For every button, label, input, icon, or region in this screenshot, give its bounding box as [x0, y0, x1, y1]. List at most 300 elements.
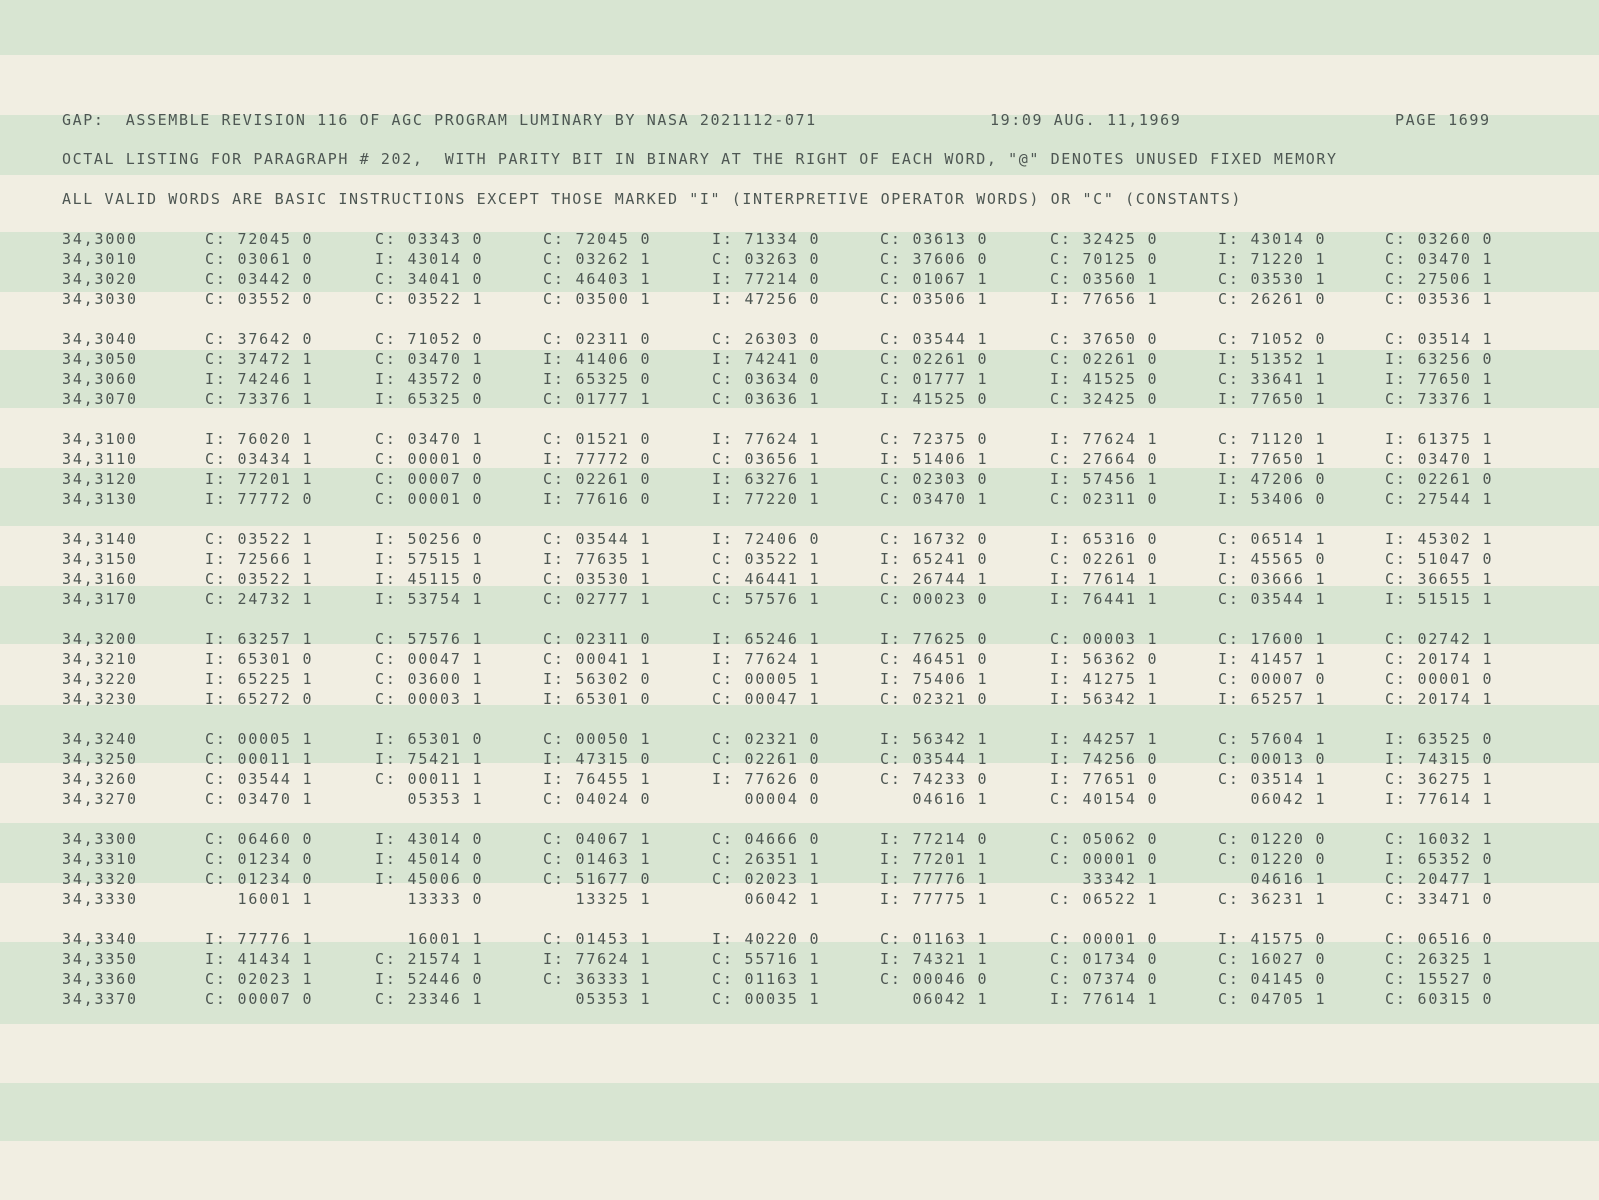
- octal-word: C: 03634 0: [712, 370, 821, 388]
- octal-word: C: 00003 1: [1050, 630, 1159, 648]
- row-address: 34,3130: [62, 490, 138, 508]
- octal-word: C: 01220 0: [1218, 830, 1327, 848]
- octal-word: C: 36275 1: [1385, 770, 1494, 788]
- octal-word: C: 00041 1: [543, 650, 652, 668]
- octal-word: I: 74256 0: [1050, 750, 1159, 768]
- row-address: 34,3120: [62, 470, 138, 488]
- listing-row: [0, 450, 1599, 470]
- listing-row: [0, 730, 1599, 750]
- listing-row: [0, 690, 1599, 710]
- listing-row: [0, 270, 1599, 290]
- listing-row: [0, 550, 1599, 570]
- row-address: 34,3160: [62, 570, 138, 588]
- listing-row: [0, 330, 1599, 350]
- octal-word: I: 65246 1: [712, 630, 821, 648]
- octal-word: C: 71052 0: [375, 330, 484, 348]
- octal-word: I: 65301 0: [375, 730, 484, 748]
- listing-row: [0, 490, 1599, 510]
- octal-word: C: 03552 0: [205, 290, 314, 308]
- octal-word: I: 41575 0: [1218, 930, 1327, 948]
- octal-word: C: 01067 1: [880, 270, 989, 288]
- octal-word: C: 03343 0: [375, 230, 484, 248]
- octal-word: I: 65257 1: [1218, 690, 1327, 708]
- octal-word: C: 26351 1: [712, 850, 821, 868]
- octal-word: C: 37606 0: [880, 250, 989, 268]
- row-address: 34,3310: [62, 850, 138, 868]
- octal-word: C: 46451 0: [880, 650, 989, 668]
- listing-row: [0, 350, 1599, 370]
- octal-word: C: 26325 1: [1385, 950, 1494, 968]
- paper-band: [0, 0, 1599, 55]
- listing-timestamp: 19:09 AUG. 11,1969: [990, 111, 1182, 129]
- octal-word: I: 77614 1: [1050, 570, 1159, 588]
- octal-word: C: 03656 1: [712, 450, 821, 468]
- row-address: 34,3220: [62, 670, 138, 688]
- listing-row: [0, 790, 1599, 810]
- octal-word: C: 00035 1: [712, 990, 821, 1008]
- octal-word: I: 65225 1: [205, 670, 314, 688]
- octal-word: I: 77614 1: [1385, 790, 1494, 808]
- octal-word: C: 01220 0: [1218, 850, 1327, 868]
- octal-word: I: 53406 0: [1218, 490, 1327, 508]
- octal-word: C: 03470 1: [1385, 450, 1494, 468]
- octal-word: I: 77656 1: [1050, 290, 1159, 308]
- octal-word: C: 01453 1: [543, 930, 652, 948]
- octal-word: C: 02261 0: [1050, 550, 1159, 568]
- listing-row: [0, 970, 1599, 990]
- octal-word: I: 43014 0: [375, 250, 484, 268]
- octal-word: C: 03522 1: [375, 290, 484, 308]
- octal-word: I: 57515 1: [375, 550, 484, 568]
- octal-word: C: 24732 1: [205, 590, 314, 608]
- octal-word: C: 03530 1: [1218, 270, 1327, 288]
- octal-word: C: 03536 1: [1385, 290, 1494, 308]
- row-address: 34,3360: [62, 970, 138, 988]
- octal-word: I: 77624 1: [712, 650, 821, 668]
- octal-word: C: 40154 0: [1050, 790, 1159, 808]
- octal-word: I: 77626 0: [712, 770, 821, 788]
- octal-word: C: 37472 1: [205, 350, 314, 368]
- octal-word: I: 41275 1: [1050, 670, 1159, 688]
- octal-word: I: 65301 0: [205, 650, 314, 668]
- octal-word: C: 04666 0: [712, 830, 821, 848]
- octal-word: C: 26744 1: [880, 570, 989, 588]
- listing-group: [0, 730, 1599, 810]
- row-address: 34,3370: [62, 990, 138, 1008]
- row-address: 34,3250: [62, 750, 138, 768]
- octal-word: C: 27506 1: [1385, 270, 1494, 288]
- octal-word: I: 41525 0: [1050, 370, 1159, 388]
- octal-word: 04616 1: [1218, 870, 1327, 888]
- octal-word: C: 02311 0: [1050, 490, 1159, 508]
- octal-word: I: 52446 0: [375, 970, 484, 988]
- row-address: 34,3060: [62, 370, 138, 388]
- row-address: 34,3260: [62, 770, 138, 788]
- row-address: 34,3110: [62, 450, 138, 468]
- octal-word: C: 00001 0: [375, 450, 484, 468]
- row-address: 34,3210: [62, 650, 138, 668]
- octal-word: I: 65325 0: [375, 390, 484, 408]
- octal-word: C: 51047 0: [1385, 550, 1494, 568]
- octal-word: I: 77624 1: [1050, 430, 1159, 448]
- octal-word: C: 26303 0: [712, 330, 821, 348]
- octal-word: I: 77651 0: [1050, 770, 1159, 788]
- listing-row: [0, 770, 1599, 790]
- octal-word: I: 77650 1: [1385, 370, 1494, 388]
- octal-word: C: 02742 1: [1385, 630, 1494, 648]
- octal-word: C: 00001 0: [375, 490, 484, 508]
- listing-group: [0, 430, 1599, 510]
- octal-word: 16001 1: [375, 930, 484, 948]
- octal-word: C: 02023 1: [712, 870, 821, 888]
- octal-word: C: 36655 1: [1385, 570, 1494, 588]
- octal-word: C: 01234 0: [205, 870, 314, 888]
- octal-word: C: 00047 1: [375, 650, 484, 668]
- row-address: 34,3270: [62, 790, 138, 808]
- octal-word: C: 00005 1: [712, 670, 821, 688]
- octal-word: I: 72406 0: [712, 530, 821, 548]
- octal-word: C: 02023 1: [205, 970, 314, 988]
- listing-row: [0, 390, 1599, 410]
- octal-word: 00004 0: [712, 790, 821, 808]
- octal-word: C: 74233 0: [880, 770, 989, 788]
- listing-row: [0, 370, 1599, 390]
- octal-word: C: 02777 1: [543, 590, 652, 608]
- octal-word: I: 77650 1: [1218, 450, 1327, 468]
- octal-word: I: 45115 0: [375, 570, 484, 588]
- octal-word: C: 02261 0: [543, 470, 652, 488]
- octal-word: I: 77650 1: [1218, 390, 1327, 408]
- octal-word: C: 71120 1: [1218, 430, 1327, 448]
- octal-word: I: 77201 1: [880, 850, 989, 868]
- octal-word: C: 01777 1: [543, 390, 652, 408]
- listing-row: [0, 630, 1599, 650]
- row-address: 34,3330: [62, 890, 138, 908]
- octal-word: I: 63256 0: [1385, 350, 1494, 368]
- octal-word: C: 01777 1: [880, 370, 989, 388]
- octal-word: C: 01463 1: [543, 850, 652, 868]
- listing-row: [0, 250, 1599, 270]
- octal-word: C: 03442 0: [205, 270, 314, 288]
- row-address: 34,3300: [62, 830, 138, 848]
- octal-word: C: 02311 0: [543, 630, 652, 648]
- octal-word: C: 02261 0: [880, 350, 989, 368]
- paper-band: [0, 1083, 1599, 1141]
- listing-row: [0, 950, 1599, 970]
- octal-word: C: 00023 0: [880, 590, 989, 608]
- octal-word: C: 03514 1: [1385, 330, 1494, 348]
- octal-word: 16001 1: [205, 890, 314, 908]
- row-address: 34,3170: [62, 590, 138, 608]
- octal-word: C: 07374 0: [1050, 970, 1159, 988]
- octal-word: 33342 1: [1050, 870, 1159, 888]
- octal-word: I: 51515 1: [1385, 590, 1494, 608]
- row-address: 34,3150: [62, 550, 138, 568]
- row-address: 34,3010: [62, 250, 138, 268]
- row-address: 34,3000: [62, 230, 138, 248]
- listing-row: [0, 650, 1599, 670]
- listing-row: [0, 870, 1599, 890]
- octal-word: I: 77220 1: [712, 490, 821, 508]
- octal-word: C: 00013 0: [1218, 750, 1327, 768]
- octal-word: I: 63257 1: [205, 630, 314, 648]
- octal-word: I: 63276 1: [712, 470, 821, 488]
- octal-word: C: 16032 1: [1385, 830, 1494, 848]
- octal-word: I: 75421 1: [375, 750, 484, 768]
- octal-word: I: 75406 1: [880, 670, 989, 688]
- octal-word: C: 03522 1: [205, 570, 314, 588]
- octal-word: I: 72566 1: [205, 550, 314, 568]
- octal-word: C: 73376 1: [205, 390, 314, 408]
- octal-word: I: 76455 1: [543, 770, 652, 788]
- listing-row: [0, 850, 1599, 870]
- octal-word: C: 03262 1: [543, 250, 652, 268]
- octal-word: C: 36333 1: [543, 970, 652, 988]
- octal-word: C: 04024 0: [543, 790, 652, 808]
- octal-word: I: 44257 1: [1050, 730, 1159, 748]
- octal-word: C: 37642 0: [205, 330, 314, 348]
- octal-word: C: 03544 1: [880, 330, 989, 348]
- octal-word: C: 60315 0: [1385, 990, 1494, 1008]
- octal-word: I: 61375 1: [1385, 430, 1494, 448]
- octal-word: I: 53754 1: [375, 590, 484, 608]
- octal-word: C: 57576 1: [375, 630, 484, 648]
- octal-word: C: 04067 1: [543, 830, 652, 848]
- row-address: 34,3050: [62, 350, 138, 368]
- octal-word: C: 04145 0: [1218, 970, 1327, 988]
- octal-word: C: 06460 0: [205, 830, 314, 848]
- listing-group: [0, 630, 1599, 710]
- listing-row: [0, 430, 1599, 450]
- octal-word: C: 33471 0: [1385, 890, 1494, 908]
- listing-row: [0, 570, 1599, 590]
- listing-row: [0, 290, 1599, 310]
- octal-word: I: 51352 1: [1218, 350, 1327, 368]
- octal-word: I: 65301 0: [543, 690, 652, 708]
- octal-word: C: 00007 0: [375, 470, 484, 488]
- octal-word: C: 20477 1: [1385, 870, 1494, 888]
- octal-word: C: 17600 1: [1218, 630, 1327, 648]
- octal-word: C: 00046 0: [880, 970, 989, 988]
- octal-word: C: 27664 0: [1050, 450, 1159, 468]
- listing-row: [0, 530, 1599, 550]
- row-address: 34,3230: [62, 690, 138, 708]
- octal-word: C: 51677 0: [543, 870, 652, 888]
- octal-word: C: 70125 0: [1050, 250, 1159, 268]
- octal-word: C: 26261 0: [1218, 290, 1327, 308]
- octal-word: C: 03260 0: [1385, 230, 1494, 248]
- octal-word: C: 03522 1: [712, 550, 821, 568]
- octal-word: C: 32425 0: [1050, 390, 1159, 408]
- octal-word: 06042 1: [880, 990, 989, 1008]
- listing-group: [0, 330, 1599, 410]
- octal-word: I: 41525 0: [880, 390, 989, 408]
- octal-word: C: 34041 0: [375, 270, 484, 288]
- octal-word: C: 03544 1: [880, 750, 989, 768]
- octal-word: C: 03470 1: [375, 430, 484, 448]
- octal-word: I: 77772 0: [205, 490, 314, 508]
- listing-row: [0, 830, 1599, 850]
- octal-word: C: 02261 0: [712, 750, 821, 768]
- octal-word: C: 46441 1: [712, 570, 821, 588]
- octal-word: I: 65352 0: [1385, 850, 1494, 868]
- octal-word: C: 23346 1: [375, 990, 484, 1008]
- octal-word: 05353 1: [543, 990, 652, 1008]
- octal-word: I: 74241 0: [712, 350, 821, 368]
- octal-word: C: 72045 0: [205, 230, 314, 248]
- octal-word: I: 43014 0: [1218, 230, 1327, 248]
- octal-word: I: 40220 0: [712, 930, 821, 948]
- octal-word: 13333 0: [375, 890, 484, 908]
- octal-word: C: 04705 1: [1218, 990, 1327, 1008]
- octal-word: I: 41406 0: [543, 350, 652, 368]
- octal-word: 06042 1: [712, 890, 821, 908]
- octal-word: C: 03506 1: [880, 290, 989, 308]
- octal-word: C: 72375 0: [880, 430, 989, 448]
- listing-row: [0, 930, 1599, 950]
- octal-word: C: 00007 0: [1218, 670, 1327, 688]
- octal-word: C: 36231 1: [1218, 890, 1327, 908]
- octal-word: C: 00050 1: [543, 730, 652, 748]
- octal-word: C: 00001 0: [1050, 850, 1159, 868]
- octal-word: I: 77201 1: [205, 470, 314, 488]
- octal-word: C: 16732 0: [880, 530, 989, 548]
- octal-word: C: 37650 0: [1050, 330, 1159, 348]
- octal-word: C: 00011 1: [205, 750, 314, 768]
- octal-word: C: 71052 0: [1218, 330, 1327, 348]
- row-address: 34,3350: [62, 950, 138, 968]
- octal-word: C: 20174 1: [1385, 650, 1494, 668]
- page-number: PAGE 1699: [1395, 111, 1491, 129]
- octal-word: C: 00003 1: [375, 690, 484, 708]
- octal-word: C: 16027 0: [1218, 950, 1327, 968]
- octal-word: 06042 1: [1218, 790, 1327, 808]
- row-address: 34,3040: [62, 330, 138, 348]
- octal-word: C: 00005 1: [205, 730, 314, 748]
- octal-word: I: 51406 1: [880, 450, 989, 468]
- listing-group: [0, 830, 1599, 910]
- octal-word: I: 47206 0: [1218, 470, 1327, 488]
- octal-word: C: 03263 0: [712, 250, 821, 268]
- listing-group: [0, 530, 1599, 610]
- octal-word: C: 03530 1: [543, 570, 652, 588]
- listing-row: [0, 750, 1599, 770]
- octal-word: C: 00001 0: [1050, 930, 1159, 948]
- octal-word: C: 00007 0: [205, 990, 314, 1008]
- octal-word: C: 03544 1: [543, 530, 652, 548]
- octal-word: C: 27544 1: [1385, 490, 1494, 508]
- octal-word: C: 02303 0: [880, 470, 989, 488]
- octal-word: C: 01234 0: [205, 850, 314, 868]
- octal-word: I: 41434 1: [205, 950, 314, 968]
- octal-word: I: 57456 1: [1050, 470, 1159, 488]
- octal-word: I: 77214 0: [712, 270, 821, 288]
- octal-word: I: 77776 1: [205, 930, 314, 948]
- octal-word: I: 65316 0: [1050, 530, 1159, 548]
- octal-word: I: 47256 0: [712, 290, 821, 308]
- octal-word: I: 65325 0: [543, 370, 652, 388]
- octal-word: I: 74315 0: [1385, 750, 1494, 768]
- octal-word: I: 45014 0: [375, 850, 484, 868]
- octal-word: C: 32425 0: [1050, 230, 1159, 248]
- octal-word: C: 57604 1: [1218, 730, 1327, 748]
- octal-word: I: 77624 1: [712, 430, 821, 448]
- octal-word: C: 46403 1: [543, 270, 652, 288]
- octal-word: C: 01163 1: [712, 970, 821, 988]
- octal-word: I: 63525 0: [1385, 730, 1494, 748]
- octal-word: C: 55716 1: [712, 950, 821, 968]
- octal-word: C: 02321 0: [712, 730, 821, 748]
- octal-word: I: 77624 1: [543, 950, 652, 968]
- octal-word: C: 03514 1: [1218, 770, 1327, 788]
- row-address: 34,3070: [62, 390, 138, 408]
- octal-word: C: 03470 1: [1385, 250, 1494, 268]
- octal-word: I: 56342 1: [1050, 690, 1159, 708]
- octal-word: C: 02261 0: [1385, 470, 1494, 488]
- octal-word: 13325 1: [543, 890, 652, 908]
- octal-word: I: 77625 0: [880, 630, 989, 648]
- listing-row: [0, 890, 1599, 910]
- row-address: 34,3320: [62, 870, 138, 888]
- octal-word: C: 03636 1: [712, 390, 821, 408]
- octal-word: I: 56362 0: [1050, 650, 1159, 668]
- octal-word: I: 45302 1: [1385, 530, 1494, 548]
- row-address: 34,3030: [62, 290, 138, 308]
- octal-word: I: 76441 1: [1050, 590, 1159, 608]
- octal-word: C: 03470 1: [375, 350, 484, 368]
- octal-word: I: 77614 1: [1050, 990, 1159, 1008]
- octal-word: C: 03613 0: [880, 230, 989, 248]
- listing-row: [0, 470, 1599, 490]
- octal-word: C: 03544 1: [1218, 590, 1327, 608]
- octal-word: I: 50256 0: [375, 530, 484, 548]
- octal-word: C: 03600 1: [375, 670, 484, 688]
- octal-word: C: 03544 1: [205, 770, 314, 788]
- octal-word: C: 15527 0: [1385, 970, 1494, 988]
- row-address: 34,3100: [62, 430, 138, 448]
- octal-word: I: 56302 0: [543, 670, 652, 688]
- octal-word: C: 20174 1: [1385, 690, 1494, 708]
- octal-word: C: 01163 1: [880, 930, 989, 948]
- octal-word: C: 05062 0: [1050, 830, 1159, 848]
- row-address: 34,3140: [62, 530, 138, 548]
- octal-word: I: 74321 1: [880, 950, 989, 968]
- octal-word: I: 77635 1: [543, 550, 652, 568]
- octal-word: C: 33641 1: [1218, 370, 1327, 388]
- octal-word: C: 01521 0: [543, 430, 652, 448]
- octal-word: 04616 1: [880, 790, 989, 808]
- row-address: 34,3020: [62, 270, 138, 288]
- octal-word: C: 03061 0: [205, 250, 314, 268]
- listing-group: [0, 230, 1599, 310]
- octal-word: I: 45006 0: [375, 870, 484, 888]
- octal-word: C: 57576 1: [712, 590, 821, 608]
- octal-word: C: 03560 1: [1050, 270, 1159, 288]
- octal-word: C: 03470 1: [880, 490, 989, 508]
- octal-word: I: 45565 0: [1218, 550, 1327, 568]
- octal-word: C: 06516 0: [1385, 930, 1494, 948]
- octal-word: I: 47315 0: [543, 750, 652, 768]
- listing-description: OCTAL LISTING FOR PARAGRAPH # 202, WITH PARITY BIT IN BINARY AT THE RIGHT OF EACH WORD, "@" DENOTES UNUSED FIXED MEMORY: [62, 150, 1338, 168]
- listing-row: [0, 230, 1599, 250]
- octal-word: C: 03666 1: [1218, 570, 1327, 588]
- listing-row: [0, 990, 1599, 1010]
- octal-word: I: 77775 1: [880, 890, 989, 908]
- octal-word: C: 02321 0: [880, 690, 989, 708]
- octal-word: I: 77776 1: [880, 870, 989, 888]
- octal-word: C: 02311 0: [543, 330, 652, 348]
- row-address: 34,3200: [62, 630, 138, 648]
